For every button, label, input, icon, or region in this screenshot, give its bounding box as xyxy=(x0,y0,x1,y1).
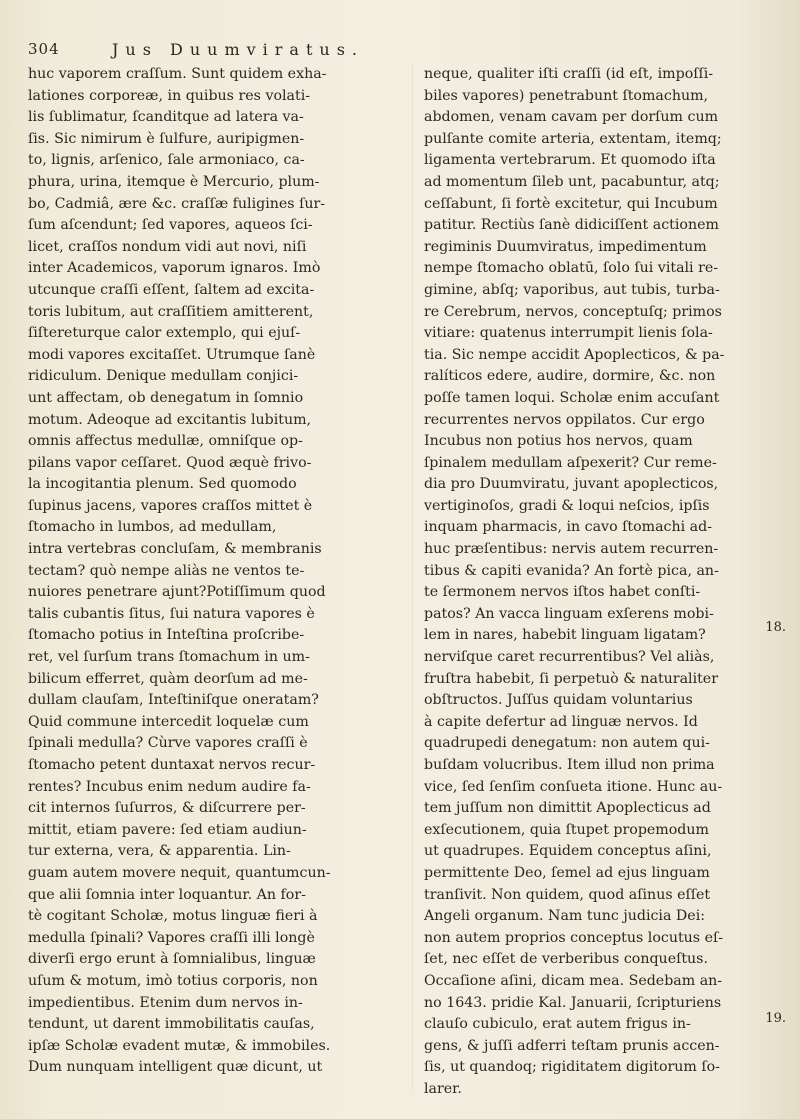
text-line: recurrentes nervos oppilatos. Cur ergo xyxy=(424,411,705,428)
column-gutter xyxy=(412,64,413,1094)
text-line: dia pro Duumviratu, juvant apoplecticos, xyxy=(424,476,719,493)
text-line: tibus & capiti evanida? An fortè pica, an- xyxy=(424,562,719,579)
text-line: non autem proprios conceptus locutus eſ- xyxy=(424,929,724,946)
text-line: Dum nunquam intelligent quæ dicunt, ut xyxy=(28,1059,323,1076)
text-line: biles vapores) penetrabunt ſtomachum, xyxy=(424,87,709,104)
text-line: ligamenta vertebrarum. Et quomodo iſta xyxy=(424,152,716,169)
text-line: tranſivit. Non quidem, quod aſinus eſſet xyxy=(424,886,711,903)
text-line: ſpinalem medullam aſpexerit? Cur reme- xyxy=(424,454,717,471)
text-line: omnis affectus medullæ, omniſque op- xyxy=(28,433,303,450)
text-line: Occaſione aſini, dicam mea. Sedebam an- xyxy=(424,972,723,989)
text-line: gens, & juſſi adferri teſtam prunis accen- xyxy=(424,1037,720,1054)
text-line: à capite defertur ad linguæ nervos. Id xyxy=(424,713,698,730)
text-line: quadrupedi denegatum: non autem qui- xyxy=(424,735,710,752)
text-line: dullam clauſam, Inteſtiniſque oneratam? xyxy=(28,692,319,709)
text-line: obſtructos. Juſſus quidam voluntarius xyxy=(424,692,693,709)
text-line: phura, urina, itemque è Mercurio, plum- xyxy=(28,173,320,190)
text-line: ſis. Sic nimirum è ſulfure, auripigmen- xyxy=(28,130,305,147)
right-text-column xyxy=(424,64,774,1101)
text-line: pilans vapor ceſſaret. Quod æquè frivo- xyxy=(28,454,312,471)
text-line: permittente Deo, ſemel ad ejus linguam xyxy=(424,864,710,881)
text-line: regiminis Duumviratus, impedimentum xyxy=(424,238,707,255)
text-line: toris lubitum, aut craſſitiem amitterent, xyxy=(28,303,314,320)
text-line: patitur. Rectiùs ſanè didiciſſent actionem xyxy=(424,217,719,234)
text-line: ſet, nec eſſet de verberibus conqueſtus. xyxy=(424,951,708,968)
page-header xyxy=(0,40,800,62)
text-line: impedientibus. Etenim dum nervos in- xyxy=(28,994,303,1011)
page-number: 304 xyxy=(28,40,60,58)
text-line: intra vertebras concluſam, & membranis xyxy=(28,541,322,558)
text-line: medulla ſpinali? Vapores craſſi illi longè xyxy=(28,929,315,946)
running-title: Jus Duumviratus. xyxy=(112,40,364,59)
text-line: patos? An vacca linguam exſerens mobi- xyxy=(424,605,714,622)
text-line: bo, Cadmiâ, ære &c. craſſæ fuligines ſur- xyxy=(28,195,326,212)
text-line: te ſermonem nervos iſtos habet conſti- xyxy=(424,584,701,601)
text-line: licet, craſſos nondum vidi aut novi, niſi xyxy=(28,238,307,255)
text-line: poſſe tamen loqui. Scholæ enim accuſant xyxy=(424,389,720,406)
text-line: gimine, abſq; vaporibus, aut tubis, turba- xyxy=(424,281,720,298)
text-line: lem in nares, habebit linguam ligatam? xyxy=(424,627,706,644)
text-line: tè cogitant Scholæ, motus linguæ fieri à xyxy=(28,908,318,925)
marginal-note-18: 18. xyxy=(765,620,786,635)
text-line: utcunque craſſi eſſent, ſaltem ad excita- xyxy=(28,281,315,298)
text-line: ret, vel ſurſum trans ſtomachum in um- xyxy=(28,649,310,666)
text-line: ſtomacho in lumbos, ad medullam, xyxy=(28,519,277,536)
text-line: la incogitantia plenum. Sed quomodo xyxy=(28,476,297,493)
text-line: tectam? quò nempe aliàs ne ventos te- xyxy=(28,562,305,579)
text-line: Quid commune intercedit loquelæ cum xyxy=(28,713,309,730)
text-line: buſdam volucribus. Item illud non prima xyxy=(424,757,715,773)
text-line: bilicum efferret, quàm deorſum ad me- xyxy=(28,670,308,687)
text-line: re Cerebrum, nervos, conceptuſq; primos xyxy=(424,303,722,320)
text-line: lationes corporeæ, in quibus res volati- xyxy=(28,87,311,104)
text-line: ralíticos edere, audire, dormire, &c. non xyxy=(424,368,716,385)
text-line: larer. xyxy=(424,1080,462,1097)
left-text-column xyxy=(28,64,404,1079)
text-line: mittit, etiam pavere: ſed etiam audiun- xyxy=(28,821,307,838)
text-line: talis cubantis ſitus, ſui natura vapores è xyxy=(28,605,315,622)
text-line: tia. Sic nempe accidit Apoplecticos, & pa- xyxy=(424,346,725,363)
text-line: cit internos ſuſurros, & diſcurrere per- xyxy=(28,800,306,817)
text-line: nerviſque caret recurrentibus? Vel aliàs, xyxy=(424,649,715,666)
text-line: ad momentum ſileb unt, pacabuntur, atq; xyxy=(424,173,720,190)
text-line: inquam pharmacis, in cavo ſtomachi ad- xyxy=(424,519,712,536)
text-line: huc præſentibus: nervis autem recurren- xyxy=(424,541,719,558)
text-line: ridiculum. Denique medullam conjici- xyxy=(28,368,299,385)
text-line: vitiare: quatenus interrumpit lienis ſola- xyxy=(424,325,713,342)
text-line: tem juſſum non dimittit Apoplecticus ad xyxy=(424,800,711,817)
text-line: uſum & motum, imò totius corporis, non xyxy=(28,972,318,989)
text-line: neque, qualiter iſti craſſi (id eſt, impoſſi- xyxy=(424,66,714,82)
text-line: ſum aſcendunt; ſed vapores, aqueos ſci- xyxy=(28,217,313,234)
text-line: ſtomacho petent duntaxat nervos recur- xyxy=(28,757,316,773)
text-line: ſis, ut quandoq; rigiditatem digitorum ſo- xyxy=(424,1059,720,1076)
text-line: fruſtra habebit, ſi perpetuò & naturaliter xyxy=(424,670,718,687)
text-line: abdomen, venam cavam per dorſum cum xyxy=(424,109,719,126)
text-line: motum. Adeoque ad excitantis lubitum, xyxy=(28,411,312,428)
text-line: nempe ſtomacho oblatū, ſolo ſui vitali re- xyxy=(424,260,719,277)
text-line: que alii ſomnia inter loquantur. An for- xyxy=(28,886,306,903)
text-line: rentes? Incubus enim nedum audire fa- xyxy=(28,778,311,795)
text-line: ipſæ Scholæ evadent mutæ, & immobiles. xyxy=(28,1037,331,1054)
text-line: vertiginoſos, gradi & loqui neſcios, ipſis xyxy=(424,497,710,514)
text-line: pulſante comite arteria, extentam, itemq; xyxy=(424,130,722,147)
text-line: modi vapores excitaſſet. Utrumque ſanè xyxy=(28,346,316,363)
text-line: ſiſtereturque calor extemplo, qui ejuſ- xyxy=(28,325,301,342)
text-line: exſecutionem, quia ſtupet propemodum xyxy=(424,821,709,838)
text-line: ceſſabunt, ſi fortè excitetur, qui Incubum xyxy=(424,195,718,212)
text-line: no 1643. pridie Kal. Januarii, ſcripturiens xyxy=(424,994,722,1011)
text-line: ut quadrupes. Equidem conceptus aſini, xyxy=(424,843,712,860)
text-line: lis ſublimatur, ſcanditque ad latera va- xyxy=(28,109,304,126)
text-line: huc vaporem craſſum. Sunt quidem exha- xyxy=(28,66,327,82)
text-line: Angeli organum. Nam tunc judicia Dei: xyxy=(424,908,706,925)
text-line: inter Academicos, vaporum ignaros. Imò xyxy=(28,260,321,277)
text-line: Incubus non potius hos nervos, quam xyxy=(424,433,693,450)
text-line: nuiores penetrare ajunt?Potiſſimum quod xyxy=(28,584,326,601)
text-line: tur externa, vera, & apparentia. Lin- xyxy=(28,843,291,860)
text-line: ſtomacho potius in Inteſtina proſcribe- xyxy=(28,627,305,644)
text-line: diverſi ergo erunt à ſomnialibus, linguæ xyxy=(28,951,316,968)
text-line: ſupinus jacens, vapores craſſos mittet è xyxy=(28,497,313,514)
text-line: tendunt, ut darent immobilitatis cauſas, xyxy=(28,1016,315,1033)
marginal-note-19: 19. xyxy=(765,1011,786,1026)
text-line: vice, ſed ſenſim conſueta itione. Hunc au- xyxy=(424,778,723,795)
text-line: to, lignis, arſenico, ſale armoniaco, ca- xyxy=(28,152,305,169)
text-line: ſpinali medulla? Cùrve vapores craſſi è xyxy=(28,735,308,752)
text-line: clauſo cubiculo, erat autem frigus in- xyxy=(424,1016,691,1033)
text-line: unt affectam, ob denegatum in ſomnio xyxy=(28,389,304,406)
text-line: guam autem movere nequit, quantumcun- xyxy=(28,864,331,881)
